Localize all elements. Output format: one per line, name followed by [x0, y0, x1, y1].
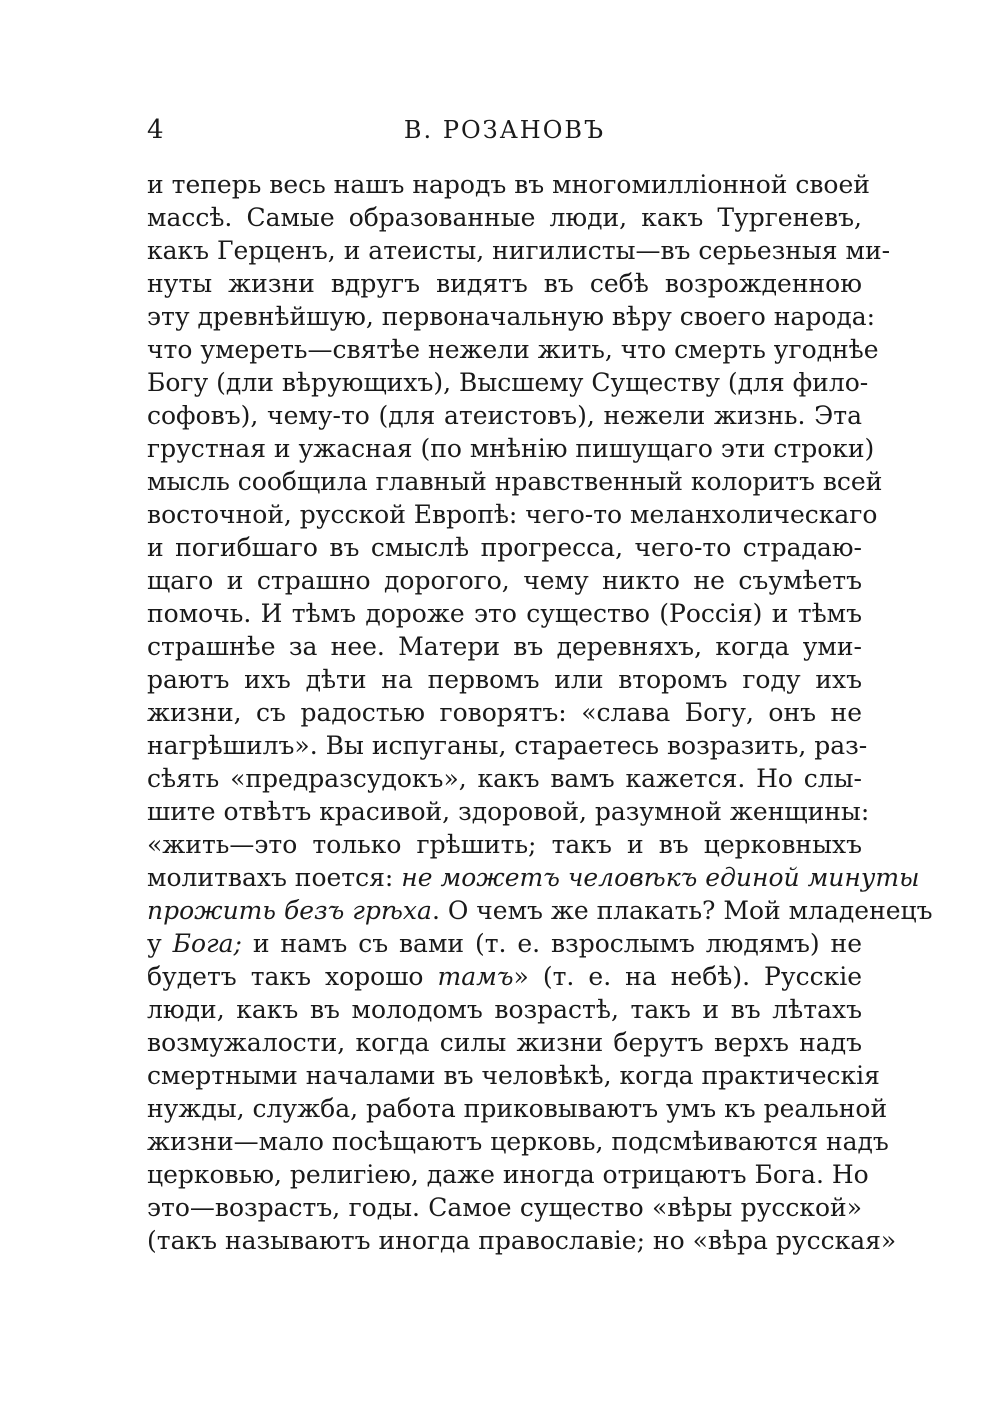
text-line: Богу (дли вѣрующихъ), Высшему Существу (для фило- — [147, 368, 869, 397]
text-line: софовъ), чему-то (для атеистовъ), нежели жизнь. Эта — [147, 401, 862, 430]
text-line: страшнѣе за нее. Матери въ деревняхъ, когда уми- — [147, 632, 862, 661]
text-line: жизни, съ радостью говорятъ: «слава Богу, онъ не — [147, 698, 862, 727]
text-line-with-italic — [147, 960, 862, 994]
text-line: помочь. И тѣмъ дороже это существо (Россія) и тѣмъ — [147, 599, 862, 628]
text-line: нуты жизни вдругъ видятъ въ себѣ возрожденною — [147, 269, 862, 298]
text-line: раютъ ихъ дѣти на первомъ или второмъ году ихъ — [147, 665, 862, 694]
text-line: (такъ называютъ иногда православіе; но «вѣра русская» — [147, 1226, 897, 1255]
italic-quote: прожить безъ грѣха — [147, 896, 432, 925]
text-line: какъ Герценъ, и атеисты, нигилисты—въ серьезныя ми- — [147, 236, 891, 265]
text-line: шите отвѣтъ красивой, здоровой, разумной женщины: — [147, 797, 870, 826]
page-header — [147, 112, 862, 152]
text-line: восточной, русской Европѣ: чего-то меланхолическаго — [147, 500, 878, 529]
text-line: возмужалости, когда силы жизни берутъ верхъ надъ — [147, 1028, 862, 1057]
text-line: это—возрастъ, годы. Самое существо «вѣры русской» — [147, 1193, 862, 1222]
page-number: 4 — [147, 115, 164, 145]
text-line: нужды, служба, работа приковываютъ умъ къ реальной — [147, 1094, 888, 1123]
text-line: грустная и ужасная (по мнѣнію пишущаго эти строки) — [147, 434, 875, 463]
text-line: щаго и страшно дорогого, чему никто не съумѣетъ — [147, 566, 862, 595]
text-line: эту древнѣйшую, первоначальную вѣру своего народа: — [147, 302, 876, 331]
text-line: массѣ. Самые образованные люди, какъ Тургеневъ, — [147, 203, 862, 232]
text-run: молитвахъ поется: — [147, 863, 402, 892]
text-line-with-italic — [147, 894, 933, 928]
text-line: жизни—мало посѣщаютъ церковь, подсмѣиваются надъ — [147, 1127, 889, 1156]
text-line: церковью, религіею, даже иногда отрицаютъ Бога. Но — [147, 1160, 869, 1189]
italic-word: Бога; — [172, 929, 242, 958]
text-line: «жить—это только грѣшить; такъ и въ церковныхъ — [147, 830, 862, 859]
italic-word: тамъ — [437, 962, 514, 991]
text-line: нагрѣшилъ». Вы испуганы, стараетесь возразить, раз- — [147, 731, 868, 760]
text-line: и теперь весь нашъ народъ въ многомилліонной своей — [147, 170, 870, 199]
text-line: смертными началами въ человѣкѣ, когда практическія — [147, 1061, 880, 1090]
text-line: мысль сообщила главный нравственный колоритъ всей — [147, 467, 883, 496]
text-run: » (т. е. на небѣ). Русскіе — [513, 962, 862, 991]
running-title: В. РОЗАНОВЪ — [403, 116, 606, 144]
text-run: будетъ такъ хорошо — [147, 962, 438, 991]
text-line: и погибшаго въ смыслѣ прогресса, чего-то страдаю- — [147, 533, 862, 562]
text-run: . О чемъ же плакать? Мой младенецъ — [431, 896, 933, 925]
text-line-with-italic — [147, 927, 862, 961]
text-line: сѣять «предразсудокъ», какъ вамъ кажется. Но слы- — [147, 764, 862, 793]
italic-quote: не можетъ человѣкъ единой минуты — [401, 863, 920, 892]
text-run: и намъ съ вами (т. е. взрослымъ людямъ) не — [241, 929, 863, 958]
text-line: что умереть—святѣе нежели жить, что смерть угоднѣе — [147, 335, 879, 364]
text-line-with-italic — [147, 861, 920, 895]
text-run: у — [147, 929, 173, 958]
text-line: люди, какъ въ молодомъ возрастѣ, такъ и въ лѣтахъ — [147, 995, 862, 1024]
